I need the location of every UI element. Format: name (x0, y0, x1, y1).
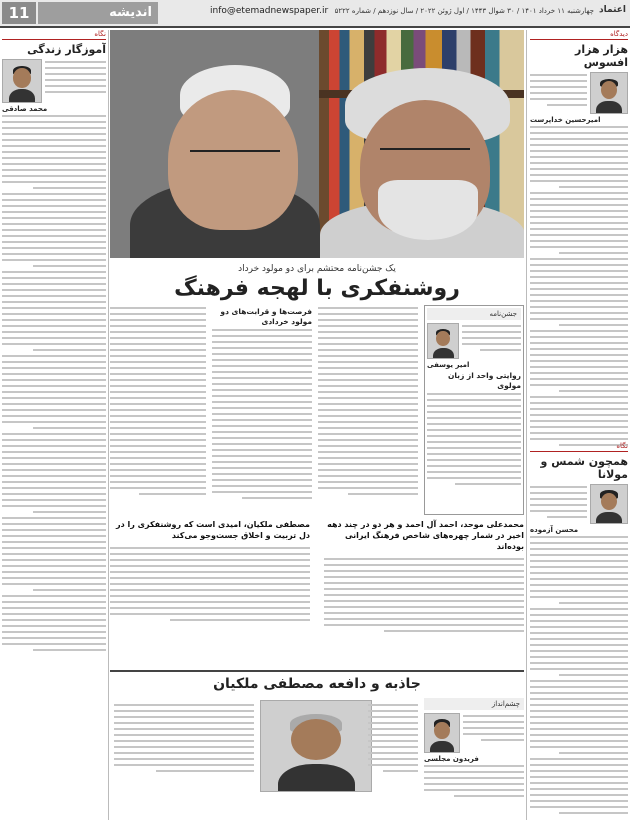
article-column (212, 305, 312, 515)
column-title: همچون شمس و مولانا (540, 455, 628, 481)
story-kicker: یک جشن‌نامه محتشم برای دو مولود خرداد (238, 264, 396, 274)
author-photo (590, 484, 628, 524)
article-body (530, 536, 628, 814)
author-photo (424, 713, 460, 753)
pull-quote (324, 519, 524, 636)
bottom-article (110, 670, 524, 820)
column-title: آموزگار زندگی (27, 43, 106, 56)
box-title: روایتی واحد از زبان مولوی (447, 371, 521, 390)
page-number: 11 (2, 2, 36, 24)
author-name: محمد صادقی (2, 105, 48, 113)
author-name: امیر یوسفی (427, 361, 470, 369)
section-title: اندیشه (38, 2, 158, 24)
article-photo (260, 700, 372, 792)
author-photo (2, 59, 42, 103)
pull-quote-text: مصطفی ملکیان، امیدی است که روشنفکری را در دل تربیت و اخلاق جست‌وجو می‌کند (116, 520, 310, 540)
column-title: هزار هزار افسوس (575, 43, 628, 69)
box-tag: چشم‌انداز (424, 698, 524, 710)
article-column (318, 305, 418, 515)
column-divider (526, 30, 527, 820)
column-divider (108, 30, 109, 820)
author-name: فریدون مجلسی (424, 755, 479, 763)
left-column (2, 30, 106, 820)
article-body (2, 115, 106, 651)
pull-quote-text: محمدعلی موحد، احمد آل احمد و هر دو در چند دهه اخیر در شمار چهره‌های شاخص فرهنگ ایرانی بوده‌اند (327, 520, 524, 551)
story-headline: روشنفکری با لهجه فرهنگ (174, 276, 460, 301)
author-name: محسن آزموده (530, 526, 579, 534)
author-photo (427, 323, 459, 359)
author-photo (590, 72, 628, 114)
bottom-headline: جاذبه و دافعه مصطفی ملکیان (213, 676, 421, 692)
issue-date: چهارشنبه ۱۱ خرداد ۱۴۰۱ / ۳۰ شوال ۱۴۴۳ / اول ژوئن ۲۰۲۲ / سال نوزدهم / شماره ۵۲۲۲ (334, 7, 594, 15)
article-body (530, 126, 628, 446)
right-column (530, 30, 628, 820)
box-tag: جشن‌نامه (427, 308, 521, 320)
page-header (0, 0, 630, 28)
column-tag: دیدگاه (530, 30, 628, 40)
email-link[interactable]: info@etemadnewspaper.ir (210, 6, 329, 16)
newspaper-logo: اعتماد (599, 5, 626, 15)
main-photo (110, 30, 524, 258)
main-story (110, 30, 524, 820)
column-tag: نگاه (2, 30, 106, 40)
author-name: امیرحسین خداپرست (530, 116, 601, 124)
pull-quote (110, 519, 310, 625)
column-tag: نگاه (530, 442, 628, 452)
article-subhead: فرصت‌ها و قرابت‌های دو مولود خردادی (220, 307, 312, 326)
sidebar-box (424, 305, 524, 515)
article-column (110, 305, 206, 515)
